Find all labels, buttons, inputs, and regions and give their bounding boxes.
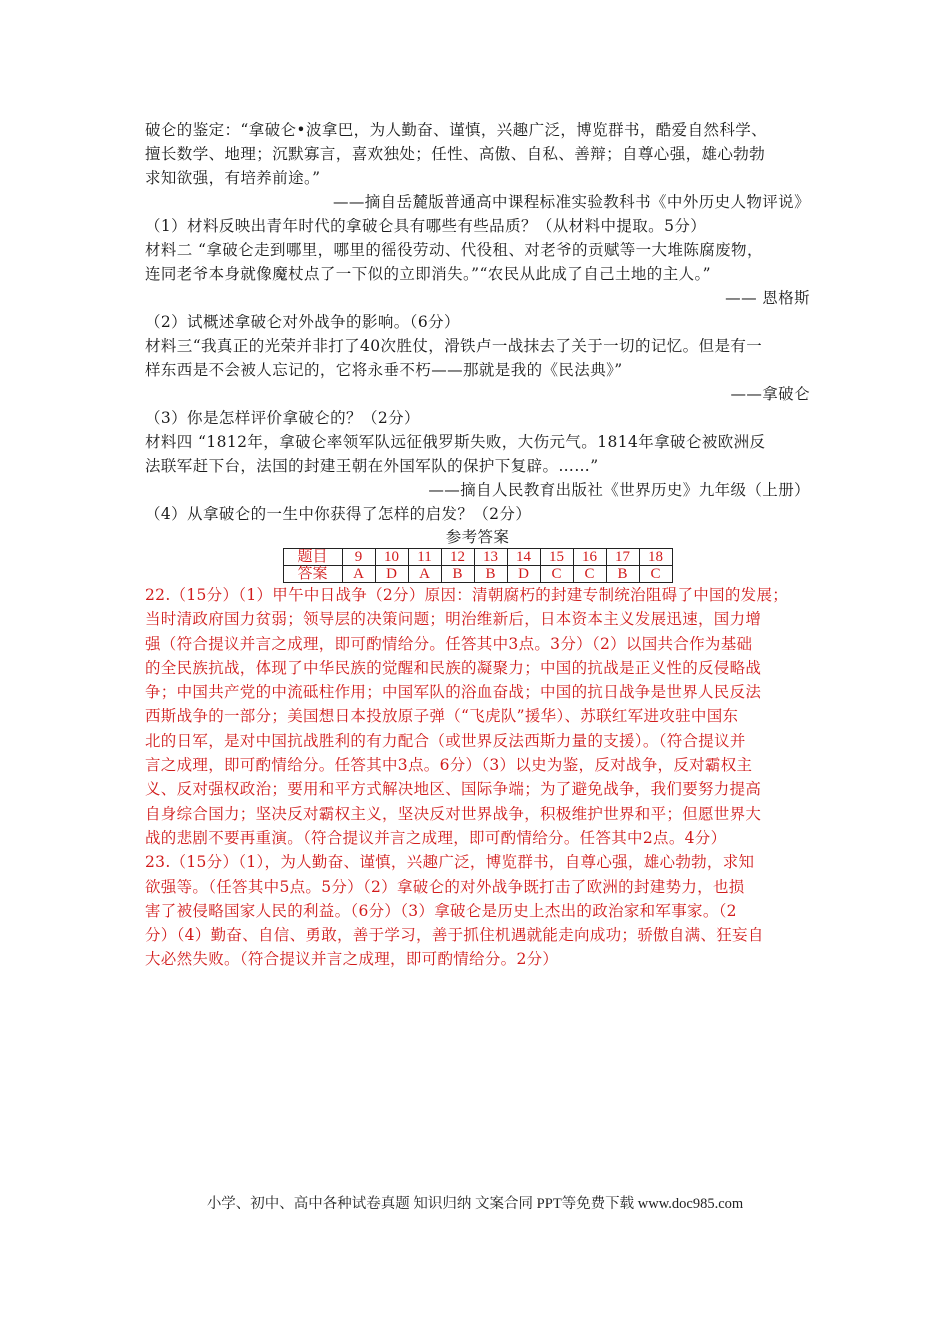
answer-cell: C: [540, 566, 573, 583]
answer-table-label: 答案: [283, 566, 342, 583]
answer-22-line: 自身综合国力；坚决反对霸权主义，坚决反对世界战争，积极维护世界和平；但愿世界大: [145, 804, 762, 823]
answer-cell: B: [441, 566, 474, 583]
answer-table-label: 题目: [283, 549, 342, 566]
answer-22-line: 强（符合提议并言之成理，即可酌情给分。任答其中3点。3分）（2）以国共合作为基础: [145, 634, 753, 653]
answer-section-title: 参考答案: [445, 528, 510, 546]
answer-22-line: 义、反对强权政治；要用和平方式解决地区、国际争端；为了避免战争，我们要努力提高: [145, 780, 762, 799]
answer-23-line: 23.（15分）（1），为人勤奋、谨慎，兴趣广泛，博览群书，自尊心强，雄心勃勃，求知: [145, 853, 755, 872]
answer-22-line: 战的悲剧不要再重演。（符合提议并言之成理，即可酌情给分。任答其中2点。4分）: [145, 828, 727, 847]
question-4: （4）从拿破仑的一生中你获得了怎样的启发？（2分）: [145, 505, 532, 523]
material-3-line: 材料三“我真正的光荣并非打了40次胜仗，滑铁卢一战抹去了关于一切的记忆。但是有一: [145, 337, 763, 355]
question-number-cell: 10: [375, 549, 408, 566]
answer-22-line: 北的日军，是对中国抗战胜利的有力配合（或世界反法西斯力量的支援）。（符合提议并: [145, 731, 746, 750]
question-number-cell: 17: [606, 549, 639, 566]
material-1-line: 破仑的鉴定：“拿破仑•波拿巴，为人勤奋、谨慎，兴趣广泛，博览群书，酷爱自然科学、: [145, 121, 768, 139]
material-1: [145, 118, 810, 214]
material-1-line: 擅长数学、地理；沉默寡言，喜欢独处；任性、高傲、自私、善辩；自尊心强，雄心勃勃: [145, 145, 766, 163]
material-2-source: —— 恩格斯: [725, 289, 810, 307]
document-page: [145, 118, 810, 972]
answer-table-row-answers: [283, 566, 672, 583]
question-number-cell: 11: [408, 549, 441, 566]
answer-cell: A: [342, 566, 375, 583]
answer-22-line: 西斯战争的一部分；美国想日本投放原子弹（“飞虎队”援华）、苏联红军进攻驻中国东: [145, 707, 739, 726]
answer-cell: B: [474, 566, 507, 583]
answer-22-line: 22.（15分）（1）甲午中日战争（2分）原因：清朝腐朽的封建专制统治阻碍了中国的发展；: [145, 586, 789, 604]
question-number-cell: 18: [639, 549, 672, 566]
answer-22-line: 争；中国共产党的中流砥柱作用；中国军队的浴血奋战；中国的抗日战争是世界人民反法: [145, 683, 762, 702]
answer-23-line: 大必然失败。（符合提议并言之成理，即可酌情给分。2分）: [145, 950, 559, 969]
answer-cell: B: [606, 566, 639, 583]
material-4-source: ——摘自人民教育出版社《世界历史》九年级（上册）: [428, 481, 810, 499]
material-3-line: 样东西是不会被人忘记的，它将永垂不朽——那就是我的《民法典》”: [145, 361, 623, 379]
answer-table: [283, 548, 673, 583]
material-1-line: 求知欲强，有培养前途。”: [145, 169, 321, 187]
answer-cell: D: [507, 566, 540, 583]
material-2-line: 连同老爷本身就像魔杖点了一下似的立即消失。”“农民从此成了自己土地的主人。”: [145, 265, 711, 283]
question-number-cell: 14: [507, 549, 540, 566]
question-number-cell: 9: [342, 549, 375, 566]
answer-cell: C: [639, 566, 672, 583]
question-1: （1）材料反映出青年时代的拿破仑具有哪些有些品质？（从材料中提取。5分）: [145, 217, 707, 235]
question-3: （3）你是怎样评价拿破仑的？（2分）: [145, 409, 420, 427]
answer-23-line: 欲强等。（任答其中5点。5分）（2）拿破仑的对外战争既打击了欧洲的封建势力，也损: [145, 877, 745, 896]
question-number-cell: 12: [441, 549, 474, 566]
answer-22-line: 言之成理，即可酌情给分。任答其中3点。6分）（3）以史为鉴，反对战争，反对霸权主: [145, 756, 753, 775]
answer-cell: A: [408, 566, 441, 583]
question-2: （2）试概述拿破仑对外战争的影响。（6分）: [145, 313, 460, 331]
question-number-cell: 16: [573, 549, 606, 566]
answer-23-line: 害了被侵略国家人民的利益。（6分）（3）拿破仑是历史上杰出的政治家和军事家。（2: [145, 901, 737, 920]
page-footer: 小学、初中、高中各种试卷真题 知识归纳 文案合同 PPT等免费下载 www.doc985.com: [206, 1196, 744, 1212]
answer-23-line: 分）（4）勤奋、自信、勇敢，善于学习，善于抓住机遇就能走向成功；骄傲自满、狂妄自: [145, 926, 764, 945]
question-number-cell: 15: [540, 549, 573, 566]
material-4-line: 材料四 “1812年，拿破仑率领军队远征俄罗斯失败，大伤元气。1814年拿破仑被欧洲反: [145, 433, 766, 451]
material-4-line: 法联军赶下台，法国的封建王朝在外国军队的保护下复辟。……”: [145, 457, 599, 475]
answer-22: [145, 583, 810, 850]
answer-table-row-numbers: [283, 549, 672, 566]
answer-22-line: 的全民族抗战，体现了中华民族的觉醒和民族的凝聚力；中国的抗战是正义性的反侵略战: [145, 658, 762, 677]
material-3: [145, 334, 810, 406]
material-2: [145, 238, 810, 310]
answer-22-line: 当时清政府国力贫弱；领导层的决策问题；明治维新后，日本资本主义发展迅速，国力增: [145, 610, 762, 629]
question-number-cell: 13: [474, 549, 507, 566]
material-2-line: 材料二 “拿破仑走到哪里，哪里的徭役劳动、代役租、对老爷的贡赋等一大堆陈腐废物，: [145, 241, 763, 259]
answer-23: [145, 850, 810, 971]
material-4: [145, 430, 810, 502]
answer-cell: D: [375, 566, 408, 583]
material-1-source: ——摘自岳麓版普通高中课程标准实验教科书《中外历史人物评说》: [332, 193, 810, 211]
answer-cell: C: [573, 566, 606, 583]
material-3-source: ——拿破仑: [730, 385, 810, 403]
